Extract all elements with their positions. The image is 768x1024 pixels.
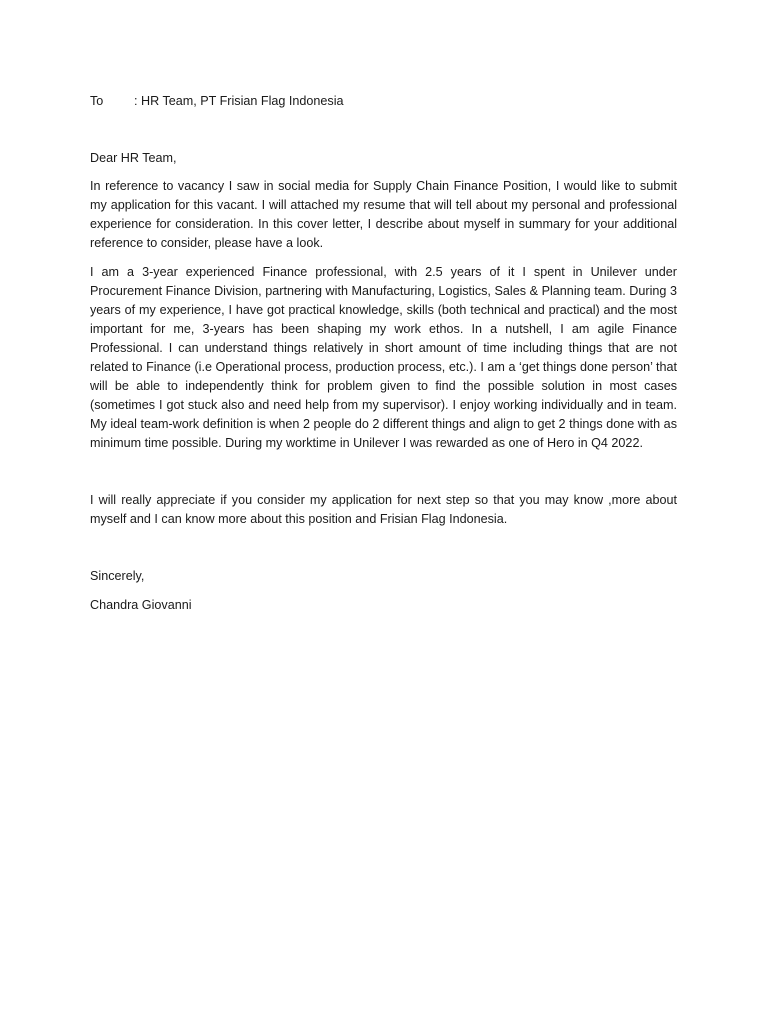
recipient-value: : HR Team, PT Frisian Flag Indonesia [134,94,344,108]
paragraph-experience: I am a 3-year experienced Finance professional, with 2.5 years of it I spent in Unilever under Procurement Finance Division, partnering with Manufacturing, Logistics, Sales & Planning team. During 3 years of my experience, I have got practical knowledge, skills (both technical and practical) and the most important for me, 3-years has been shaping my work ethos. In a nutshell, I am agile Finance Professional. I can understand things relatively in short amount of time including things that are not related to Finance (i.e Operational process, production process, etc.). I am a ‘get things done person’ that will be able to independently think for problem given to find the possible solution in most cases (sometimes I got stuck also and need help from my supervisor). I enjoy working individually and in team. My ideal team-work definition is when 2 people do 2 different things and align to get 2 things done with as minimum time possible. During my worktime in Unilever I was rewarded as one of Hero in Q4 2022. [90,265,677,450]
cover-letter [90,92,677,615]
paragraph-appreciation: I will really appreciate if you consider my application for next step so that you may know ,more about myself and I can know more about this position and Frisian Flag Indonesia. [90,493,677,526]
recipient-line [90,92,677,111]
closing: Sincerely, [90,569,145,583]
paragraph-introduction: In reference to vacancy I saw in social media for Supply Chain Finance Position, I would like to submit my application for this vacant. I will attached my resume that will tell about my personal and professional experience for consideration. In this cover letter, I describe about myself in summary for your additional reference to consider, please have a look. [90,179,677,250]
recipient-label: To [90,94,104,108]
signature-name: Chandra Giovanni [90,598,192,612]
salutation: Dear HR Team, [90,151,177,165]
